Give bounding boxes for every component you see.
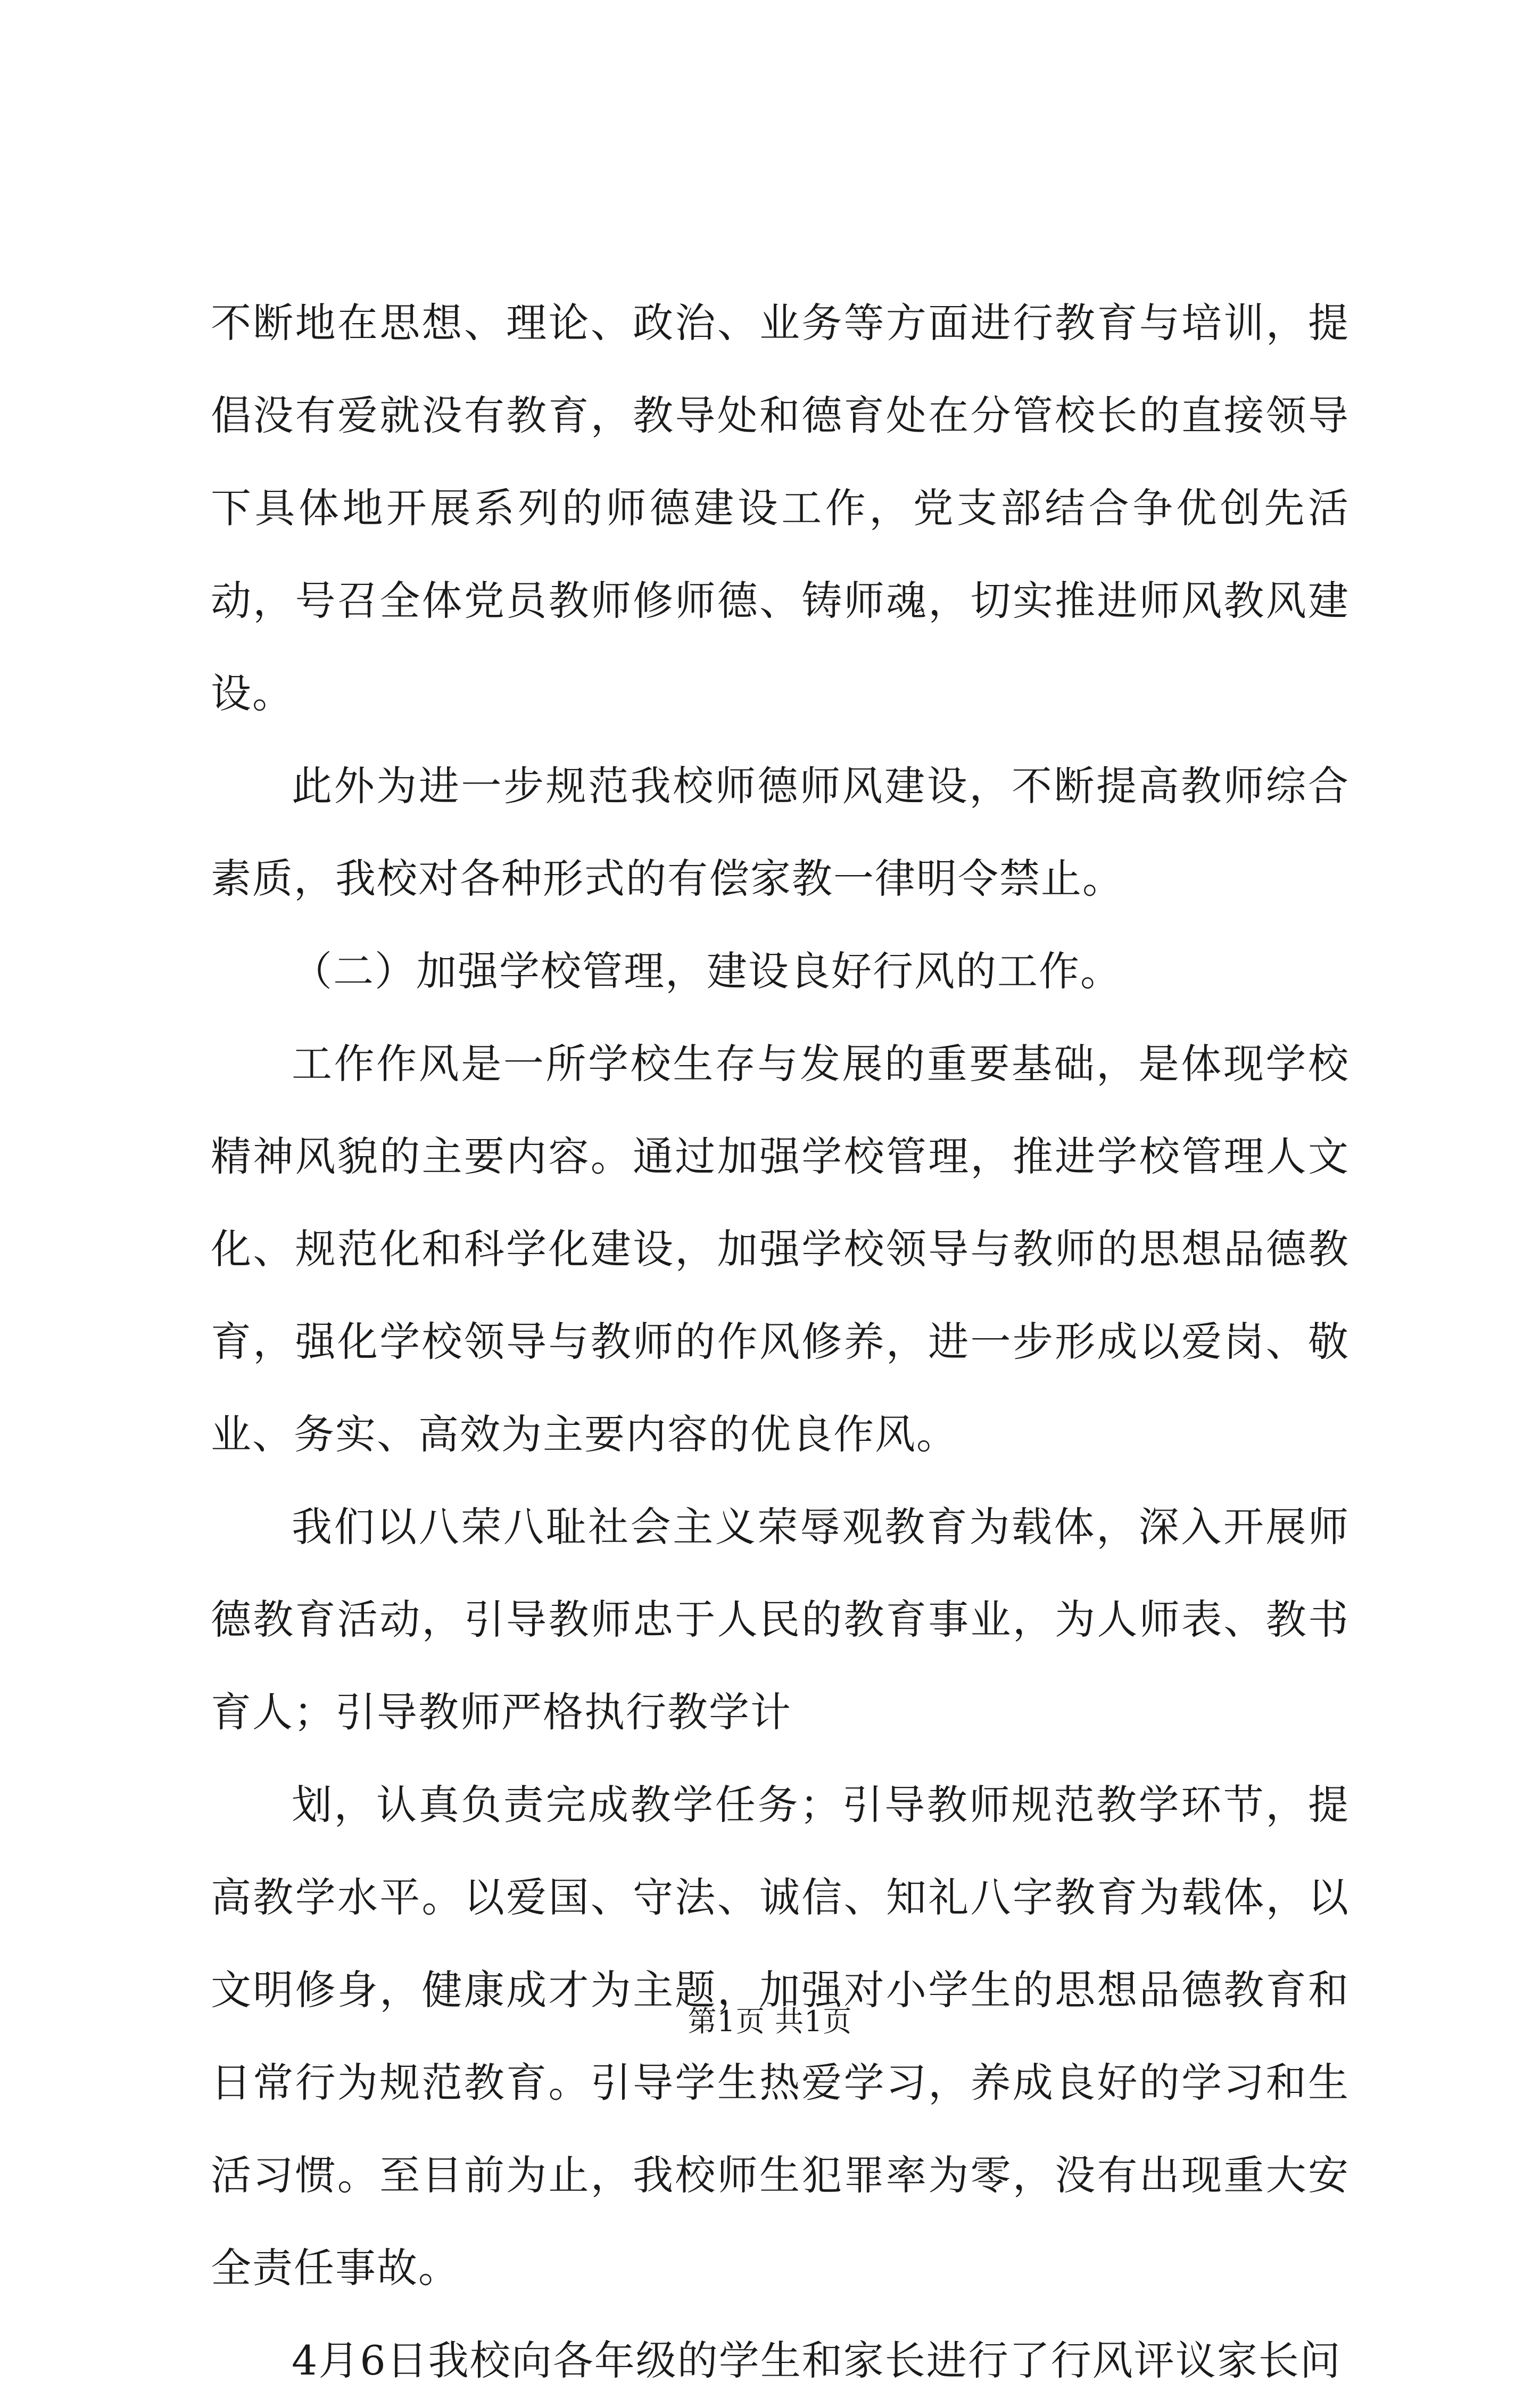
paragraph-4: 我们以八荣八耻社会主义荣辱观教育为载体，深入开展师德教育活动，引导教师忠于人民的教育事业，为人师表、教书育人；引导教师严格执行教学计 bbox=[211, 1503, 1349, 1736]
paragraph-6: 4月6日我校向各年级的学生和家长进行了行风评议家长问 bbox=[292, 2337, 1342, 2384]
document-body bbox=[211, 277, 1349, 2407]
paragraph-2: 此外为进一步规范我校师德师风建设，不断提高教师综合素质，我校对各种形式的有偿家教一律明令禁止。 bbox=[211, 762, 1349, 902]
paragraph-5: 划，认真负责完成教学任务；引导教师规范教学环节，提高教学水平。以爱国、守法、诚信、知礼八字教育为载体，以文明修身，健康成才为主题，加强对小学生的思想品德教育和日常行为规范教育。引导学生热爱学习，养成良好的学习和生活习惯。至目前为止，我校师生犯罪率为零，没有出现重大安全责任事故。 bbox=[211, 1781, 1349, 2291]
page-footer: 第1页 共1页 bbox=[688, 2005, 852, 2038]
section-heading: （二）加强学校管理，建设良好行风的工作。 bbox=[292, 947, 1122, 995]
paragraph-1: 不断地在思想、理论、政治、业务等方面进行教育与培训，提倡没有爱就没有教育，教导处和德育处在分管校长的直接领导下具体地开展系列的师德建设工作，党支部结合争优创先活动，号召全体党员教师修师德、铸师魂，切实推进师风教风建设。 bbox=[211, 299, 1349, 717]
paragraph-3: 工作作风是一所学校生存与发展的重要基础，是体现学校精神风貌的主要内容。通过加强学校管理，推进学校管理人文化、规范化和科学化建设，加强学校领导与教师的思想品德教育，强化学校领导与教师的作风修养，进一步形成以爱岗、敬业、务实、高效为主要内容的优良作风。 bbox=[211, 1040, 1349, 1458]
